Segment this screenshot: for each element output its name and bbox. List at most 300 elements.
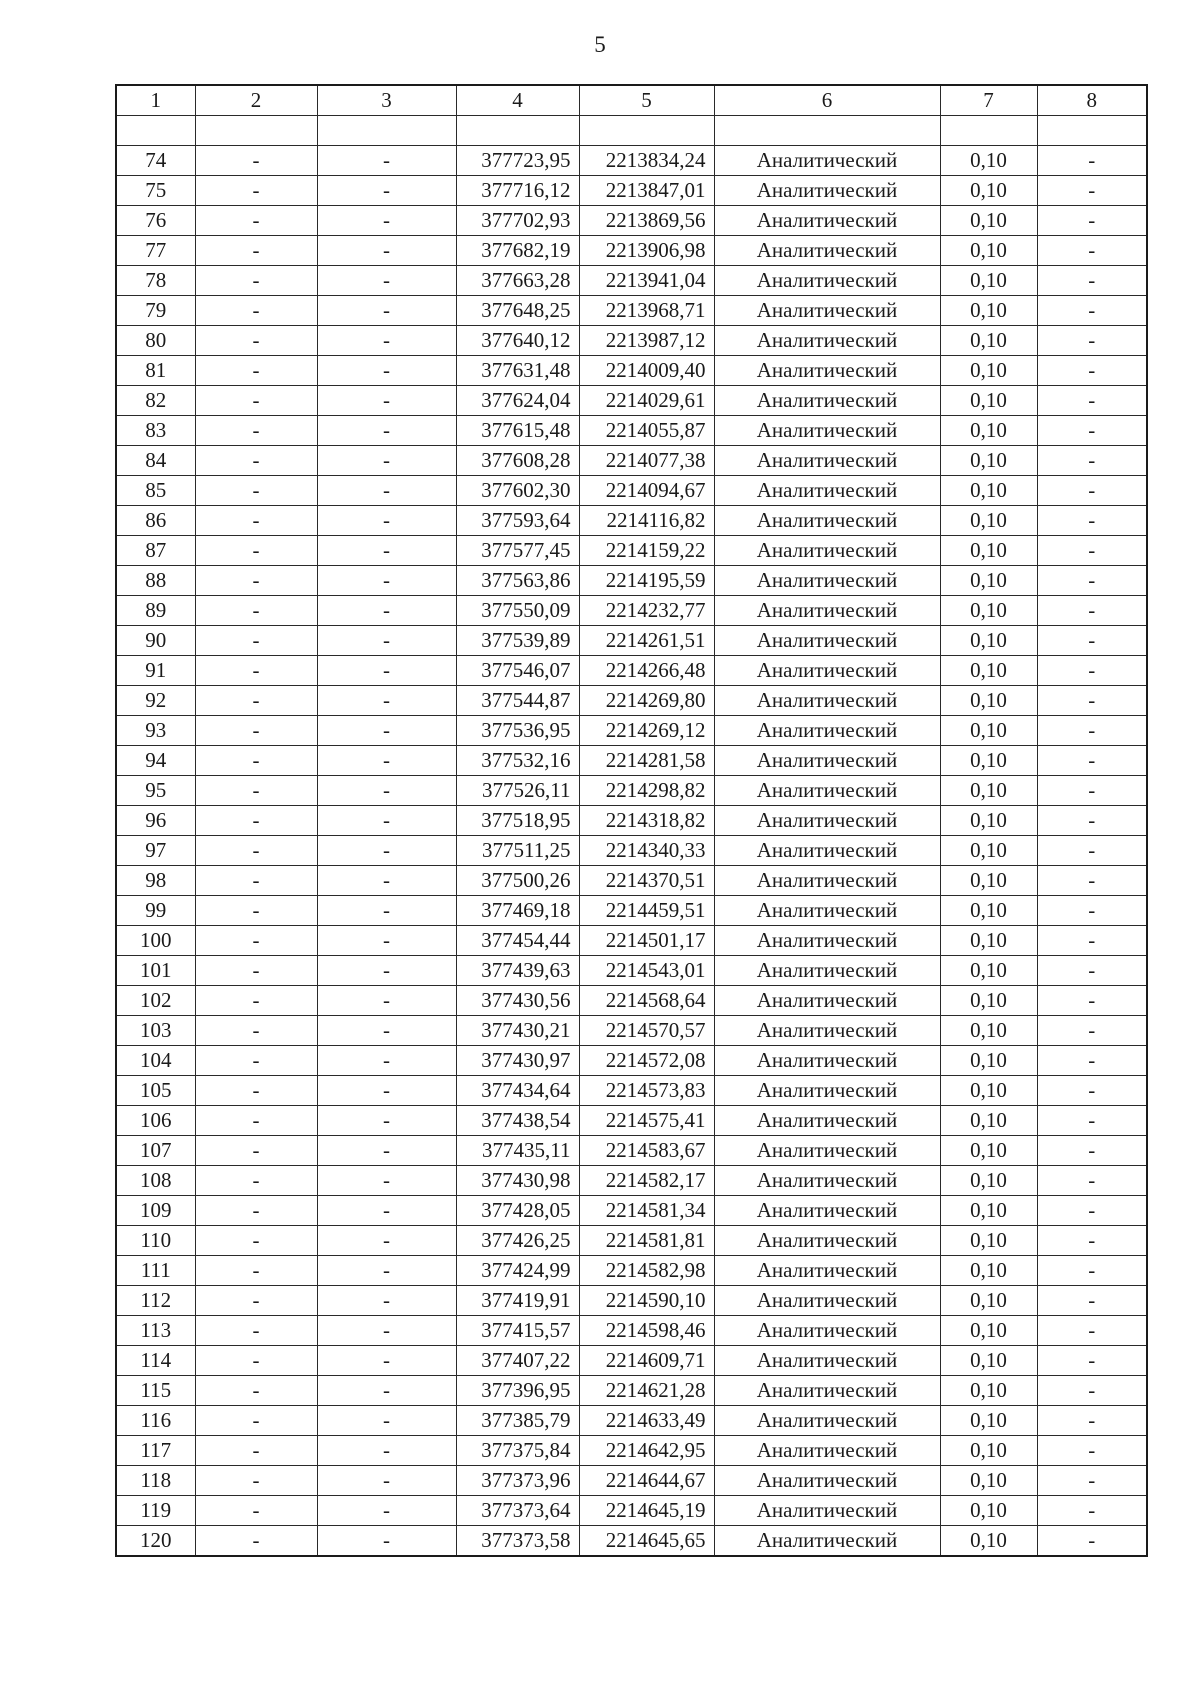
table-cell-col-3: - [317,1046,456,1076]
table-cell-col-7: 0,10 [940,746,1037,776]
table-cell-col-7: 0,10 [940,776,1037,806]
table-cell-col-4: 377373,64 [456,1496,579,1526]
table-cell-col-4: 377500,26 [456,866,579,896]
table-cell-col-7: 0,10 [940,866,1037,896]
table-cell-col-6: Аналитический [714,836,940,866]
table-cell-col-8: - [1037,1106,1147,1136]
table-cell-col-1: 93 [116,716,195,746]
table-cell-col-2: - [195,716,317,746]
table-cell-col-5: 2214159,22 [579,536,714,566]
table-row [116,1346,1147,1376]
table-cell-col-6: Аналитический [714,1346,940,1376]
table-cell-col-1: 106 [116,1106,195,1136]
table-row [116,1466,1147,1496]
table-cell-col-3: - [317,1166,456,1196]
column-header-2: 2 [195,85,317,116]
table-cell-col-3: - [317,686,456,716]
table-cell-col-1: 92 [116,686,195,716]
table-cell-col-3: - [317,296,456,326]
table-cell-col-6: Аналитический [714,626,940,656]
table-cell-col-4: 377640,12 [456,326,579,356]
table-cell-col-4 [456,116,579,146]
table-cell-col-1: 81 [116,356,195,386]
table-cell-col-8: - [1037,1526,1147,1557]
table-cell-col-1: 103 [116,1016,195,1046]
table-cell-col-7: 0,10 [940,536,1037,566]
table-row [116,776,1147,806]
table-cell-col-3: - [317,416,456,446]
table-cell-col-5: 2214370,51 [579,866,714,896]
table-cell-col-1 [116,116,195,146]
table-cell-col-2: - [195,1076,317,1106]
table-cell-col-7: 0,10 [940,596,1037,626]
table-cell-col-8: - [1037,806,1147,836]
table-cell-col-1: 114 [116,1346,195,1376]
table-cell-col-3: - [317,896,456,926]
table-cell-col-3: - [317,1076,456,1106]
table-cell-col-6: Аналитический [714,656,940,686]
table-row [116,1376,1147,1406]
table-cell-col-2: - [195,146,317,176]
table-cell-col-1: 99 [116,896,195,926]
table-cell-col-8: - [1037,1376,1147,1406]
table-cell-col-2: - [195,1256,317,1286]
table-cell-col-5: 2214573,83 [579,1076,714,1106]
table-cell-col-7: 0,10 [940,1526,1037,1557]
table-cell-col-3: - [317,266,456,296]
table-row [116,326,1147,356]
table-row [116,1046,1147,1076]
table-cell-col-5: 2213834,24 [579,146,714,176]
table-cell-col-6: Аналитический [714,716,940,746]
table-cell-col-5: 2213968,71 [579,296,714,326]
table-row [116,626,1147,656]
table-cell-col-1: 86 [116,506,195,536]
table-cell-col-2: - [195,386,317,416]
table-cell-col-3: - [317,386,456,416]
table-row [116,236,1147,266]
table-cell-col-4: 377702,93 [456,206,579,236]
table-cell-col-2: - [195,686,317,716]
table-cell-col-5 [579,116,714,146]
table-cell-col-1: 107 [116,1136,195,1166]
table-cell-col-1: 118 [116,1466,195,1496]
table-cell-col-2: - [195,926,317,956]
table-cell-col-4: 377615,48 [456,416,579,446]
table-cell-col-4: 377430,21 [456,1016,579,1046]
table-cell-col-4: 377434,64 [456,1076,579,1106]
column-header-1: 1 [116,85,195,116]
table-cell-col-7: 0,10 [940,386,1037,416]
table-body [116,116,1147,1557]
table-cell-col-7: 0,10 [940,506,1037,536]
table-cell-col-3: - [317,1376,456,1406]
table-cell-col-5: 2213869,56 [579,206,714,236]
table-row [116,1076,1147,1106]
table-cell-col-7: 0,10 [940,296,1037,326]
table-cell-col-5: 2214009,40 [579,356,714,386]
table-cell-col-8: - [1037,1406,1147,1436]
table-cell-col-5: 2214094,67 [579,476,714,506]
table-cell-col-7: 0,10 [940,686,1037,716]
table-cell-col-3: - [317,656,456,686]
table-cell-col-4: 377454,44 [456,926,579,956]
table-cell-col-7: 0,10 [940,1256,1037,1286]
table-cell-col-2: - [195,1496,317,1526]
table-cell-col-6: Аналитический [714,1526,940,1557]
table-cell-col-4: 377539,89 [456,626,579,656]
table-row [116,866,1147,896]
table-cell-col-7: 0,10 [940,1196,1037,1226]
table-cell-col-3: - [317,626,456,656]
table-cell-col-8: - [1037,626,1147,656]
table-cell-col-1: 77 [116,236,195,266]
table-cell-col-5: 2214572,08 [579,1046,714,1076]
table-cell-col-4: 377544,87 [456,686,579,716]
table-cell-col-3: - [317,446,456,476]
table-cell-col-2: - [195,746,317,776]
table-cell-col-2: - [195,776,317,806]
table-cell-col-3: - [317,206,456,236]
table-cell-col-4: 377546,07 [456,656,579,686]
table-cell-col-6: Аналитический [714,986,940,1016]
table-cell-col-1: 105 [116,1076,195,1106]
table-cell-col-6: Аналитический [714,926,940,956]
table-cell-col-4: 377608,28 [456,446,579,476]
table-cell-col-3: - [317,836,456,866]
table-cell-col-5: 2214195,59 [579,566,714,596]
table-cell-col-4: 377663,28 [456,266,579,296]
table-cell-col-7: 0,10 [940,1016,1037,1046]
table-cell-col-1: 96 [116,806,195,836]
table-cell-col-7: 0,10 [940,1346,1037,1376]
table-cell-col-2: - [195,1286,317,1316]
table-cell-col-5: 2214298,82 [579,776,714,806]
table-cell-col-4: 377532,16 [456,746,579,776]
table-cell-col-8: - [1037,1196,1147,1226]
table-cell-col-5: 2214055,87 [579,416,714,446]
table-cell-col-5: 2214281,58 [579,746,714,776]
table-cell-col-4: 377428,05 [456,1196,579,1226]
table-cell-col-3: - [317,986,456,1016]
table-cell-col-6: Аналитический [714,386,940,416]
table-cell-col-7: 0,10 [940,326,1037,356]
table-cell-col-1: 74 [116,146,195,176]
table-cell-col-1: 97 [116,836,195,866]
table-row [116,506,1147,536]
table-cell-col-5: 2214318,82 [579,806,714,836]
table-cell-col-6: Аналитический [714,146,940,176]
table-cell-col-6: Аналитический [714,686,940,716]
table-cell-col-2: - [195,836,317,866]
table-row [116,1166,1147,1196]
table-cell-col-5: 2214645,19 [579,1496,714,1526]
table-cell-col-7: 0,10 [940,1466,1037,1496]
table-cell-col-2: - [195,326,317,356]
table-cell-col-6: Аналитический [714,476,940,506]
table-cell-col-6: Аналитический [714,1106,940,1136]
table-cell-col-8: - [1037,146,1147,176]
table-cell-col-3: - [317,776,456,806]
table-row [116,986,1147,1016]
table-cell-col-4: 377415,57 [456,1316,579,1346]
table-cell-col-6: Аналитический [714,506,940,536]
table-cell-col-7: 0,10 [940,146,1037,176]
table-cell-col-5: 2214575,41 [579,1106,714,1136]
table-cell-col-2: - [195,566,317,596]
table-cell-col-7: 0,10 [940,956,1037,986]
column-header-4: 4 [456,85,579,116]
table-cell-col-2: - [195,1166,317,1196]
table-cell-col-6: Аналитический [714,1196,940,1226]
table-cell-col-3: - [317,1526,456,1557]
table-cell-col-1: 80 [116,326,195,356]
table-cell-col-2: - [195,1046,317,1076]
table-cell-col-4: 377435,11 [456,1136,579,1166]
table-cell-col-2: - [195,176,317,206]
table-cell-col-2: - [195,206,317,236]
table-cell-col-8: - [1037,926,1147,956]
table-cell-col-8: - [1037,416,1147,446]
table-cell-col-7: 0,10 [940,1376,1037,1406]
column-header-3: 3 [317,85,456,116]
table-cell-col-4: 377577,45 [456,536,579,566]
table-row [116,1196,1147,1226]
table-cell-col-5: 2214642,95 [579,1436,714,1466]
table-cell-col-3: - [317,1316,456,1346]
table-cell-col-4: 377385,79 [456,1406,579,1436]
table-cell-col-4: 377430,97 [456,1046,579,1076]
table-cell-col-6: Аналитический [714,1016,940,1046]
table-cell-col-5: 2214645,65 [579,1526,714,1557]
table-cell-col-1: 84 [116,446,195,476]
table-cell-col-3: - [317,1256,456,1286]
table-cell-col-4: 377526,11 [456,776,579,806]
table-cell-col-7: 0,10 [940,716,1037,746]
table-cell-col-8: - [1037,236,1147,266]
table-cell-col-5: 2214581,81 [579,1226,714,1256]
table-cell-col-7: 0,10 [940,986,1037,1016]
table-cell-col-8: - [1037,716,1147,746]
table-cell-col-6: Аналитический [714,776,940,806]
table-cell-col-8: - [1037,1016,1147,1046]
table-cell-col-8: - [1037,776,1147,806]
table-row [116,836,1147,866]
table-cell-col-1: 116 [116,1406,195,1436]
table-cell-col-3: - [317,1466,456,1496]
table-cell-col-7: 0,10 [940,206,1037,236]
table-row [116,596,1147,626]
table-cell-col-7 [940,116,1037,146]
table-cell-col-2: - [195,266,317,296]
table-cell-col-5: 2214501,17 [579,926,714,956]
table-cell-col-1: 110 [116,1226,195,1256]
table-cell-col-6: Аналитический [714,326,940,356]
table-cell-col-8: - [1037,1316,1147,1346]
table-cell-col-5: 2214269,80 [579,686,714,716]
table-cell-col-3: - [317,326,456,356]
table-cell-col-4: 377439,63 [456,956,579,986]
table-cell-col-4: 377550,09 [456,596,579,626]
column-header-5: 5 [579,85,714,116]
table-cell-col-5: 2213941,04 [579,266,714,296]
table-cell-col-4: 377536,95 [456,716,579,746]
table-row [116,206,1147,236]
table-cell-col-2: - [195,986,317,1016]
table-cell-col-3: - [317,176,456,206]
table-cell-col-7: 0,10 [940,1046,1037,1076]
table-cell-col-4: 377682,19 [456,236,579,266]
table-row [116,1106,1147,1136]
table-cell-col-5: 2214644,67 [579,1466,714,1496]
table-cell-col-3: - [317,596,456,626]
table-cell-col-3: - [317,956,456,986]
table-cell-col-6: Аналитический [714,596,940,626]
table-cell-col-7: 0,10 [940,836,1037,866]
table-cell-col-8: - [1037,1226,1147,1256]
table-cell-col-7: 0,10 [940,266,1037,296]
table-cell-col-3: - [317,566,456,596]
table-cell-col-6: Аналитический [714,266,940,296]
table-cell-col-4: 377373,58 [456,1526,579,1557]
table-row [116,1286,1147,1316]
table-cell-col-6: Аналитический [714,446,940,476]
table-cell-col-2: - [195,476,317,506]
table-cell-col-5: 2213906,98 [579,236,714,266]
table-cell-col-4: 377426,25 [456,1226,579,1256]
table-cell-col-7: 0,10 [940,566,1037,596]
table-cell-col-1: 104 [116,1046,195,1076]
table-cell-col-6: Аналитический [714,566,940,596]
table-cell-col-5: 2214609,71 [579,1346,714,1376]
table-cell-col-6: Аналитический [714,806,940,836]
table-cell-col-6: Аналитический [714,1436,940,1466]
column-header-8: 8 [1037,85,1147,116]
table-cell-col-7: 0,10 [940,1166,1037,1196]
table-cell-col-8: - [1037,476,1147,506]
table-cell-col-2: - [195,956,317,986]
table-cell-col-8: - [1037,1136,1147,1166]
table-cell-col-3: - [317,536,456,566]
table-row [116,1496,1147,1526]
table-cell-col-2: - [195,1376,317,1406]
table-cell-col-8: - [1037,566,1147,596]
table-cell-col-8: - [1037,1256,1147,1286]
table-cell-col-2: - [195,416,317,446]
table-cell-col-2: - [195,1346,317,1376]
table-cell-col-5: 2214582,17 [579,1166,714,1196]
table-cell-col-8: - [1037,1166,1147,1196]
table-cell-col-5: 2214029,61 [579,386,714,416]
table-cell-col-2: - [195,536,317,566]
table-row [116,746,1147,776]
table-cell-col-4: 377424,99 [456,1256,579,1286]
table-cell-col-5: 2214583,67 [579,1136,714,1166]
table-row [116,656,1147,686]
table-cell-col-3: - [317,476,456,506]
table-cell-col-3: - [317,1436,456,1466]
table-cell-col-1: 85 [116,476,195,506]
table-cell-col-5: 2214266,48 [579,656,714,686]
table-cell-col-4: 377593,64 [456,506,579,536]
table-cell-col-7: 0,10 [940,356,1037,386]
table-cell-col-3: - [317,1106,456,1136]
table-row [116,146,1147,176]
table-cell-col-4: 377518,95 [456,806,579,836]
table-cell-col-1: 101 [116,956,195,986]
table-cell-col-4: 377375,84 [456,1436,579,1466]
table-cell-col-2: - [195,1436,317,1466]
table-row [116,116,1147,146]
table-row [116,1256,1147,1286]
table-cell-col-5: 2214077,38 [579,446,714,476]
table-row [116,1226,1147,1256]
table-row [116,1016,1147,1046]
table-cell-col-3: - [317,866,456,896]
table-cell-col-1: 95 [116,776,195,806]
table-cell-col-7: 0,10 [940,1436,1037,1466]
table-row [116,386,1147,416]
table-cell-col-8: - [1037,386,1147,416]
table-cell-col-2: - [195,866,317,896]
table-cell-col-6: Аналитический [714,1256,940,1286]
table-cell-col-7: 0,10 [940,1106,1037,1136]
table-cell-col-3: - [317,1016,456,1046]
table-cell-col-1: 102 [116,986,195,1016]
table-header-row [116,85,1147,116]
table-cell-col-8: - [1037,506,1147,536]
table-cell-col-5: 2214633,49 [579,1406,714,1436]
table-cell-col-6: Аналитический [714,1376,940,1406]
table-row [116,806,1147,836]
table-cell-col-4: 377624,04 [456,386,579,416]
table-cell-col-6: Аналитический [714,1076,940,1106]
table-cell-col-8: - [1037,746,1147,776]
table-cell-col-3: - [317,1496,456,1526]
table-cell-col-2: - [195,1226,317,1256]
table-cell-col-7: 0,10 [940,1406,1037,1436]
table-cell-col-7: 0,10 [940,926,1037,956]
table-cell-col-5: 2214582,98 [579,1256,714,1286]
table-cell-col-7: 0,10 [940,476,1037,506]
table-cell-col-8: - [1037,266,1147,296]
table-cell-col-3: - [317,356,456,386]
table-cell-col-6 [714,116,940,146]
table-cell-col-7: 0,10 [940,1136,1037,1166]
table-cell-col-6: Аналитический [714,956,940,986]
table-cell-col-6: Аналитический [714,1226,940,1256]
table-cell-col-4: 377723,95 [456,146,579,176]
table-row [116,536,1147,566]
table-cell-col-3: - [317,926,456,956]
table-row [116,1436,1147,1466]
table-cell-col-8: - [1037,296,1147,326]
table-cell-col-7: 0,10 [940,1316,1037,1346]
table-cell-col-5: 2214459,51 [579,896,714,926]
table-cell-col-3: - [317,146,456,176]
table-cell-col-8: - [1037,986,1147,1016]
table-cell-col-6: Аналитический [714,1286,940,1316]
table-cell-col-6: Аналитический [714,1136,940,1166]
table-row [116,476,1147,506]
table-cell-col-1: 113 [116,1316,195,1346]
table-cell-col-6: Аналитический [714,536,940,566]
table-row [116,356,1147,386]
table-cell-col-1: 108 [116,1166,195,1196]
table-cell-col-4: 377631,48 [456,356,579,386]
table-cell-col-1: 79 [116,296,195,326]
table-row [116,446,1147,476]
